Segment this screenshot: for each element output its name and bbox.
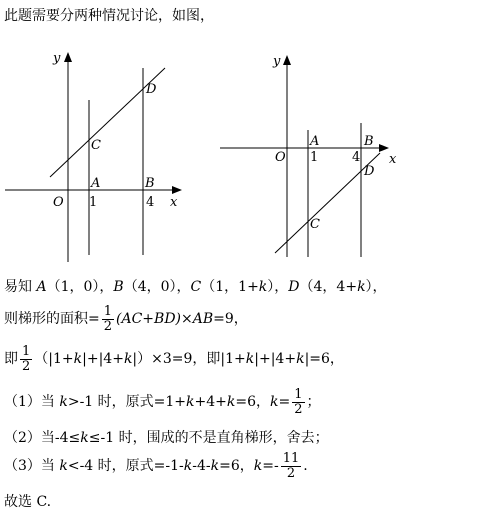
conclusion-text: 故选 C.	[4, 494, 52, 510]
text-line-5: （2）当-4≤k≤-1 时，围成的不是直角梯形，舍去；	[4, 430, 329, 446]
graph1-point-b: B	[145, 176, 155, 191]
graph1-tick-4: 4	[146, 195, 155, 210]
graph2-point-d: D	[364, 164, 375, 179]
text-line-1: 易知 A（1，0），B（4，0），C（1，1+k），D（4，4+k），	[4, 279, 387, 295]
fraction: $\frac{11}{2}$	[282, 450, 300, 481]
graph2-y-label: y	[273, 54, 281, 69]
graph2-tick-1: 1	[310, 150, 319, 165]
text-line-3: 即 $\frac{1}{2}$ （|1+k|+|4+k|）×3=9，即|1+k|+|4+k|=6，	[4, 343, 344, 374]
text-line-6: （3）当 k<-4 时，原式=-1-k-4-k=6，k=- $\frac{11}{2}$ .	[4, 450, 308, 481]
graph1-point-d: D	[146, 82, 157, 97]
fraction: $\frac{1}{2}$	[294, 386, 303, 417]
graph2-tick-4: 4	[352, 150, 361, 165]
graph1-origin: O	[53, 195, 64, 210]
graph1-point-a: A	[91, 176, 101, 191]
graph-2	[215, 45, 415, 260]
graph2-point-c: C	[310, 217, 320, 232]
graph1-y-label: y	[53, 51, 61, 66]
graph1-tick-1: 1	[89, 195, 98, 210]
graph1-x-label: x	[170, 195, 178, 210]
x-axis-arrow	[172, 186, 182, 194]
fraction: $\frac{1}{2}$	[22, 343, 31, 374]
graph-1	[0, 40, 200, 265]
intro-text: 此题需要分两种情况讨论，如图，	[4, 8, 214, 24]
y-axis-arrow	[64, 52, 72, 62]
graph2-x-label: x	[389, 152, 397, 167]
graph2-origin: O	[275, 150, 286, 165]
text-line-2: 则梯形的面积= $\frac{1}{2}$ (AC+BD)×AB=9，	[4, 303, 248, 334]
graph2-point-b: B	[364, 134, 374, 149]
y-axis-arrow	[283, 55, 291, 65]
x-axis-arrow	[379, 144, 389, 152]
text-line-4: （1）当 k>-1 时，原式=1+k+4+k=6，k= $\frac{1}{2}$ ；	[4, 386, 321, 417]
graph1-point-c: C	[91, 138, 101, 153]
graph2-point-a: A	[310, 134, 320, 149]
fraction: $\frac{1}{2}$	[103, 303, 113, 334]
